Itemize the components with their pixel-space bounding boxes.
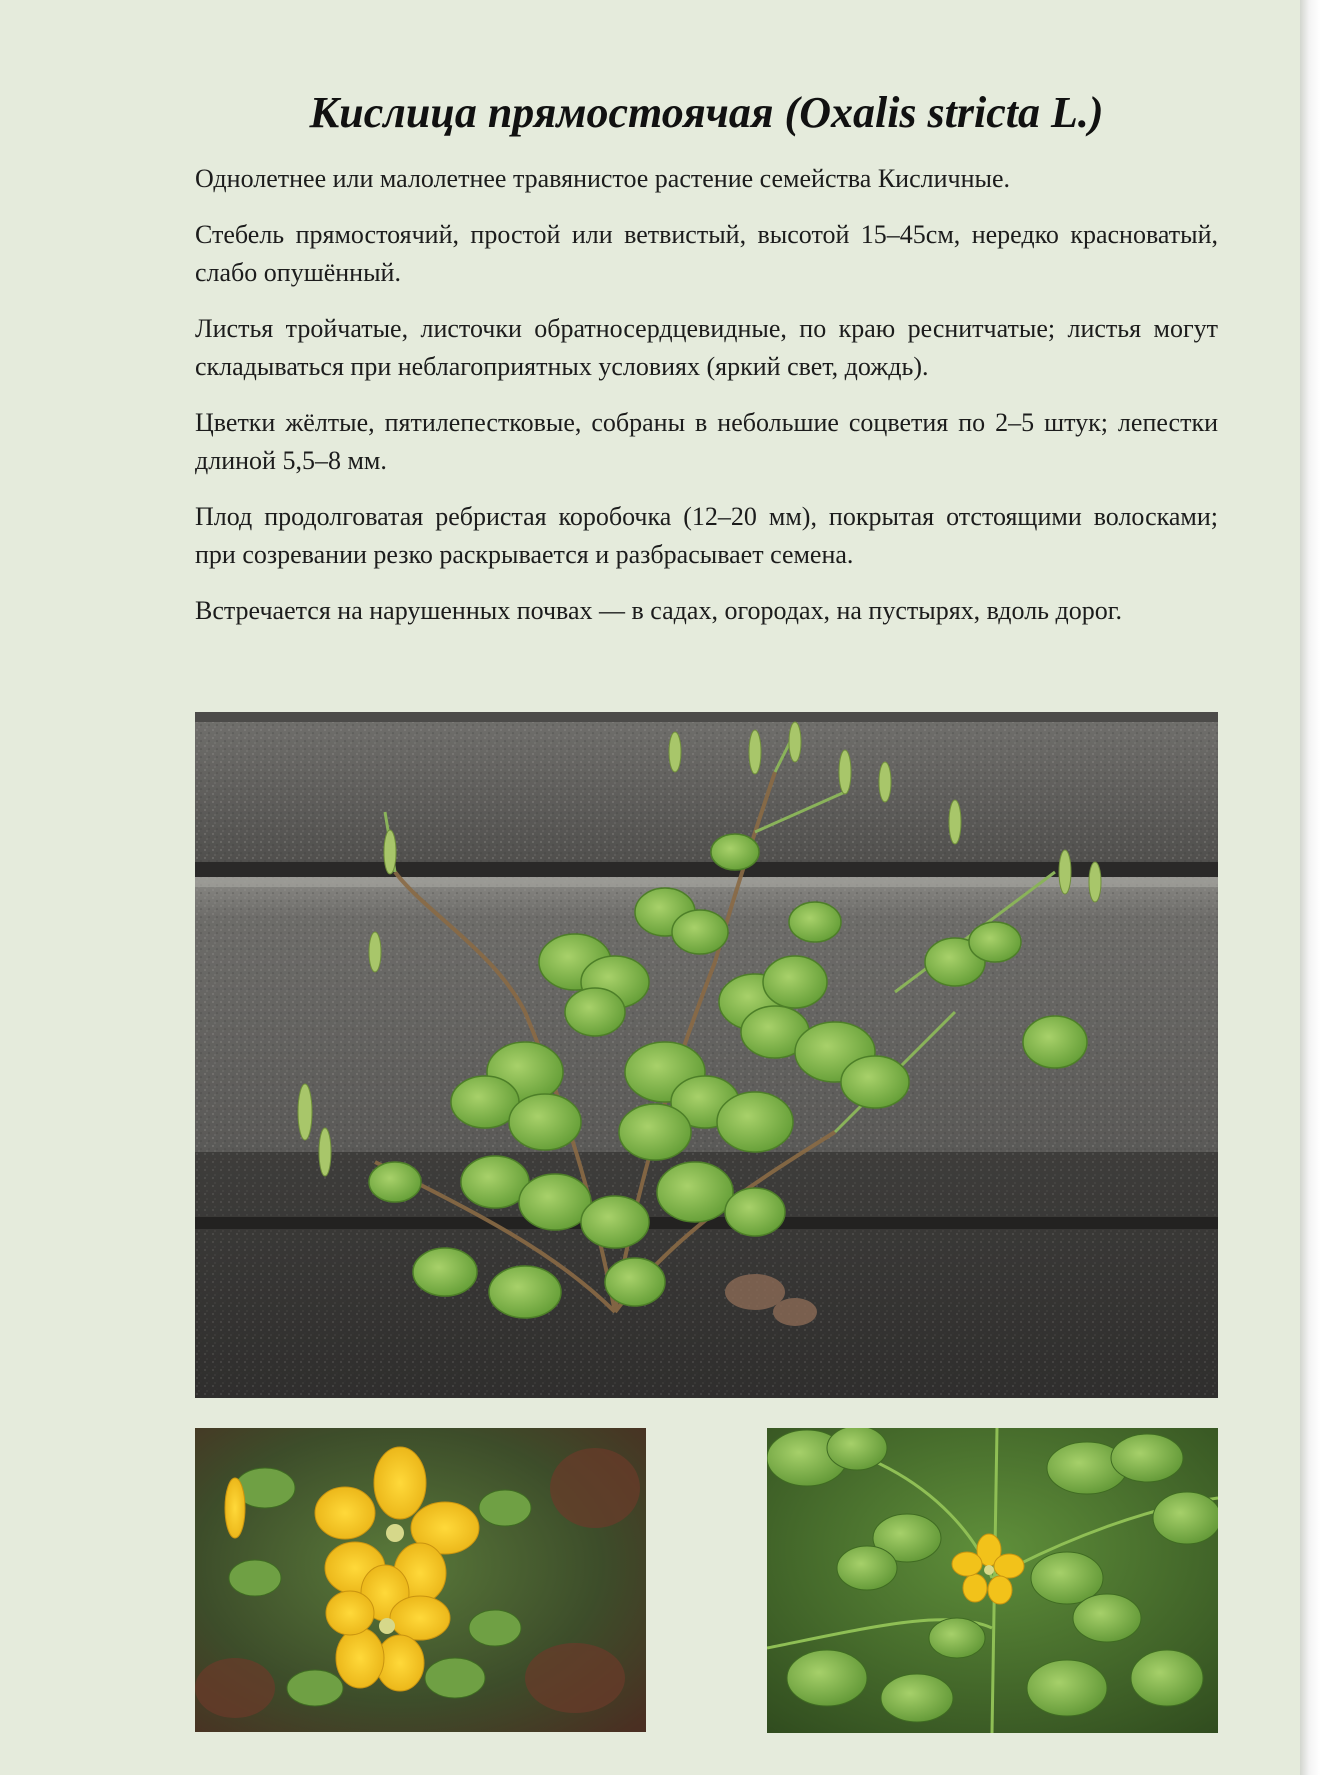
description-text: [195, 160, 1218, 648]
paragraph-habitat: Встречается на нарушенных почвах — в садах, огородах, на пустырях, вдоль дорог.: [195, 596, 1122, 625]
page-edge: [1300, 0, 1320, 1775]
paragraph-stem: Стебель прямостоячий, простой или ветвистый, высотой 15–45см, нередко красноватый, слабо опушённый.: [195, 220, 1218, 287]
paragraph-flowers: Цветки жёлтые, пятилепестковые, собраны в небольшие соцветия по 2–5 штук; лепестки длиной 5,5–8 мм.: [195, 408, 1218, 475]
flower-among-leaves-photo: [767, 1428, 1218, 1733]
page-title: Кислица прямостоячая (Oxalis stricta L.): [309, 88, 1104, 137]
plant-on-stone-steps-photo: [195, 712, 1218, 1398]
yellow-flowers-closeup-photo: [195, 1428, 646, 1732]
paragraph-fruit: Плод продолговатая ребристая коробочка (12–20 мм), покрытая отстоящими волосками; при созревании резко раскрывается и разбрасывает семена.: [195, 502, 1218, 569]
paragraph-family: Однолетнее или малолетнее травянистое растение семейства Кисличные.: [195, 164, 1011, 193]
paragraph-leaves: Листья тройчатые, листочки обратносердцевидные, по краю реснитчатые; листья могут складываться при неблагоприятных условиях (яркий свет, дождь).: [195, 314, 1218, 381]
